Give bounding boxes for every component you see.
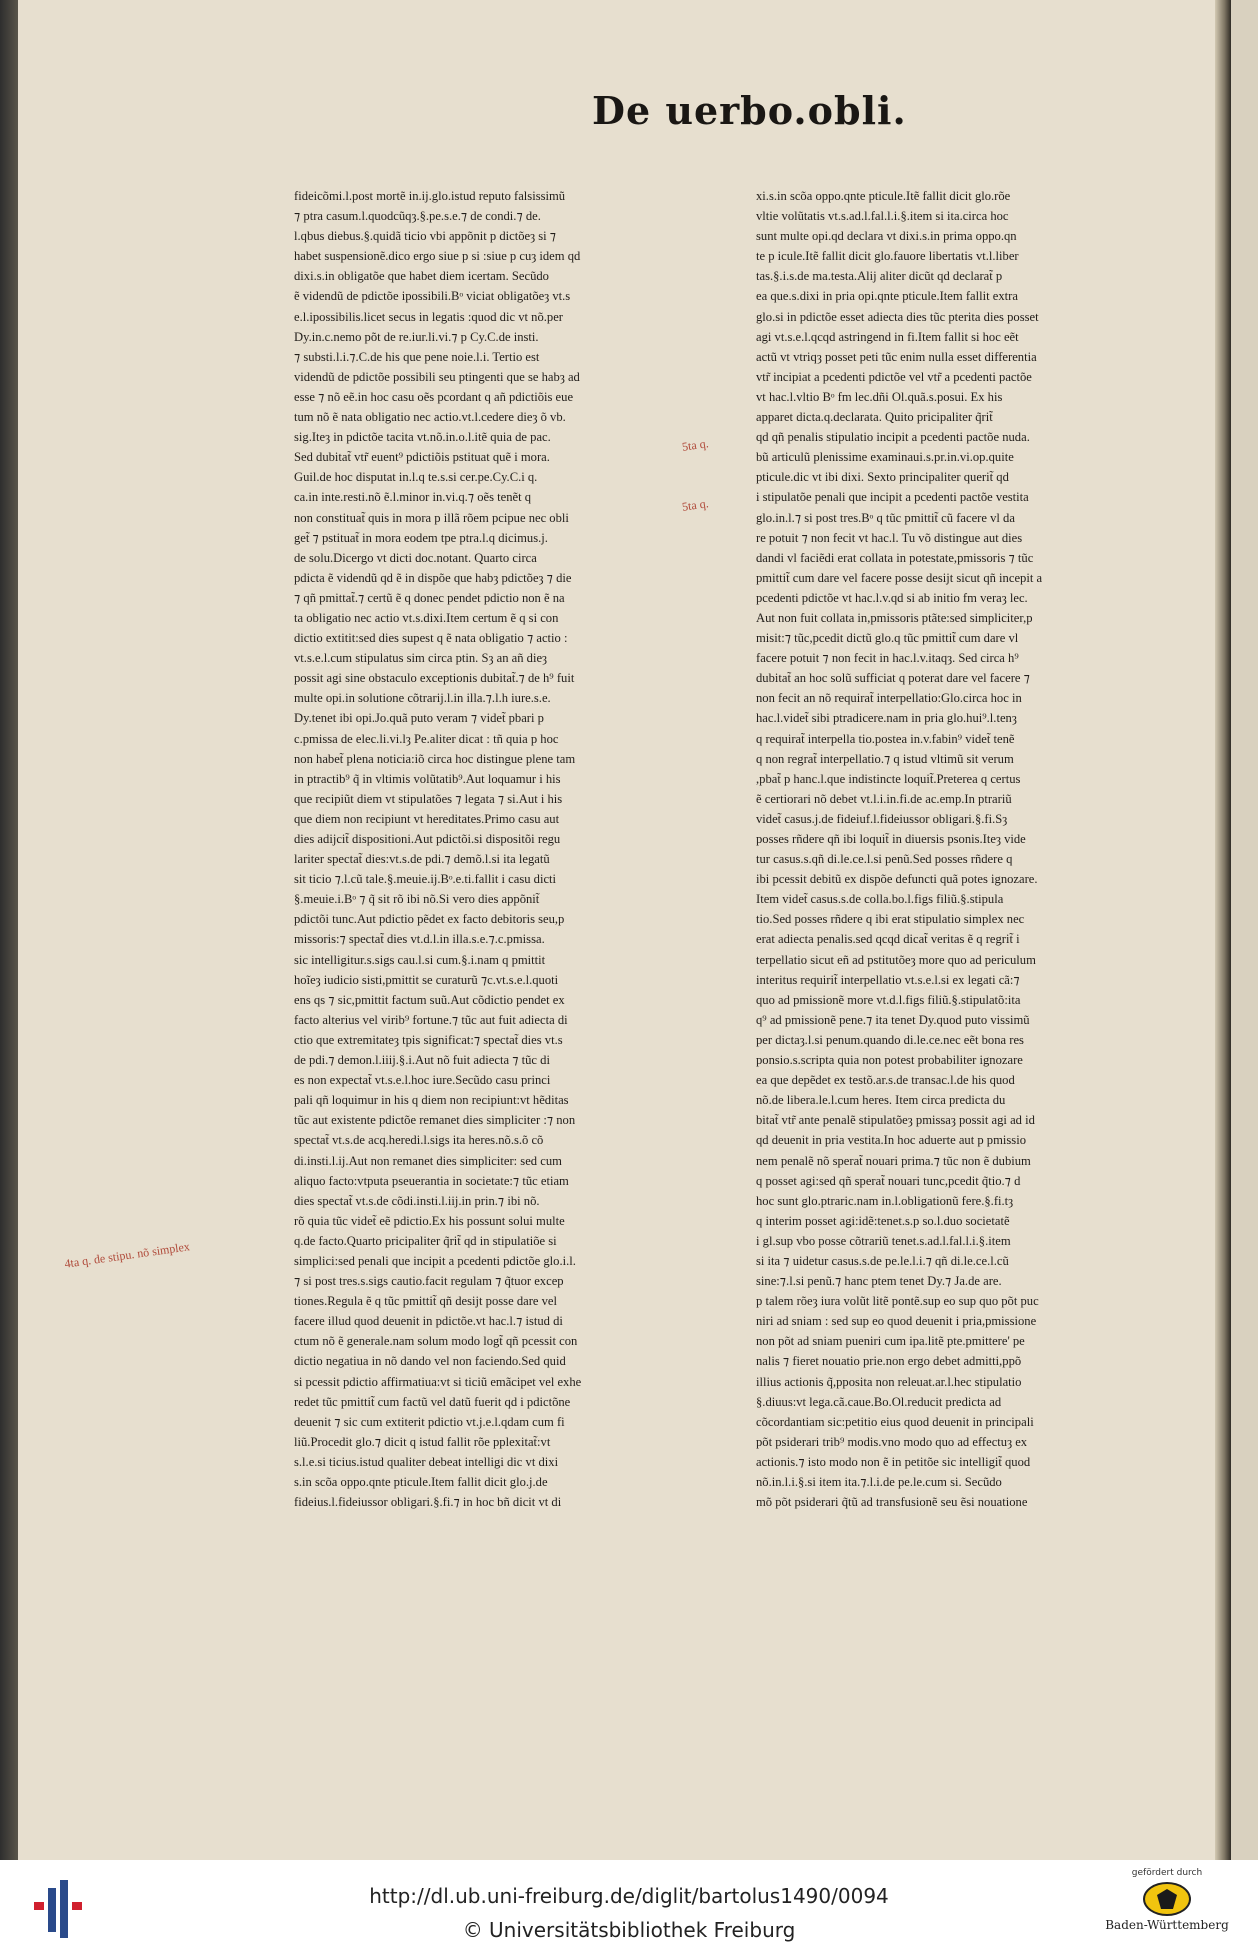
- text-line: ctum nõ ẽ generale.nam solum modo logt̃ qñ pcessit con: [294, 1334, 578, 1349]
- text-line: illius actionis q̃,pposita non releuat.ar.l.hec stipulatio: [756, 1374, 1022, 1389]
- text-line: misit:⁊ tũc,pcedit dictũ glo.q tũc pmittit̃ cum dare vl: [756, 631, 1019, 646]
- text-line: actũ vt vtriqȝ posset peti tũc enim nulla esset differentia: [756, 349, 1037, 364]
- text-line: missoris:⁊ spectat̃ dies vt.d.l.in illa.s.e.⁊.c.pmissa.: [294, 932, 545, 947]
- text-line: lariter spectat̃ dies:vt.s.de pdi.⁊ demõ.l.si ita legatũ: [294, 852, 550, 867]
- sponsor-name: Baden-Württemberg: [1105, 1918, 1229, 1932]
- text-line: pmittit̃ cum dare vel facere posse desijt sicut qñ incepit a: [756, 570, 1043, 585]
- text-line: apparet dicta.q.declarata. Quito pricipaliter q̃rit̃: [756, 410, 993, 425]
- text-line: Dy.in.c.nemo põt de re.iur.li.vi.⁊ p Cy.C.de insti.: [294, 329, 539, 344]
- text-line: di.insti.l.ij.Aut non remanet dies simpliciter: sed cum: [294, 1153, 562, 1168]
- text-line: tur casus.s.qñ di.le.ce.l.si penũ.Sed posses rñdere q: [756, 852, 1013, 867]
- text-line: i stipulatõe penali que incipit a pcedenti pactõe vestita: [756, 490, 1029, 505]
- text-line: q⁹ ad pmissionẽ pene.⁊ ita tenet Dy.quod puto vissimũ: [756, 1012, 1030, 1027]
- text-line: bũ articulũ plenissime examinaui.s.pr.in.vi.op.quite: [756, 450, 1014, 465]
- text-line: sig.Iteȝ in pdictõe tacita vt.nõ.in.o.l.itẽ quia de pac.: [294, 430, 551, 445]
- text-line: actionis.⁊ isto modo non ẽ in petitõe sic intelligit̃ quod: [756, 1454, 1031, 1469]
- text-line: glo.in.l.⁊ si post tres.Bᵒ q tũc pmittit̃ cũ facere vl da: [756, 510, 1015, 525]
- text-line: pdicta ẽ videndũ qd ẽ in dispõe que habȝ pdictõeȝ ⁊ die: [294, 570, 572, 585]
- text-line: rõ quia tũc videt̃ eẽ pdictio.Ex his possunt solui multe: [294, 1213, 565, 1228]
- text-line: facto alterius vel virib⁹ fortune.⁊ tũc aut fuit adiecta di: [294, 1012, 568, 1027]
- text-line: que diem non recipiunt vt hereditates.Primo casu aut: [294, 811, 560, 826]
- text-line: Dy.tenet ibi opi.Jo.quã puto veram ⁊ videt̃ pbari p: [294, 711, 544, 726]
- text-line: pcedenti pdictõe vt hac.l.v.qd si ab initio fm veraȝ lec.: [756, 590, 1028, 605]
- running-head: De uerbo.obli.: [592, 88, 907, 133]
- text-line: cõcordantiam sic:petitio eius quod deuenit in principali: [756, 1414, 1034, 1429]
- text-line: tum nõ ẽ nata obligatio nec actio.vt.l.cedere dieȝ õ vb.: [294, 410, 566, 425]
- text-line: c.pmissa de elec.li.vi.lȝ Pe.aliter dicat : tñ quia p hoc: [294, 731, 559, 746]
- text-line: ẽ certiorari nõ debet vt.l.i.in.fi.de ac.emp.In ptrariũ: [756, 791, 1012, 806]
- text-line: dixi.s.in obligatõe que habet diem icertam. Secũdo: [294, 269, 549, 284]
- text-line: possit agi sine obstaculo exceptionis dubitat̃.⁊ de h⁹ fuit: [294, 671, 575, 686]
- text-line: xi.s.in scõa oppo.qnte pticule.Itẽ fallit dicit glo.rõe: [756, 189, 1011, 203]
- text-line: q interim posset agi:idẽ:tenet.s.p so.l.duo societatẽ: [756, 1213, 1010, 1228]
- text-line: facere potuit ⁊ non fecit in hac.l.v.itaqȝ. Sed circa h⁹: [756, 651, 1019, 666]
- text-line: sunt multe opi.qd declara vt dixi.s.in prima oppo.qn: [756, 229, 1017, 244]
- text-line: aliquo facto:vtputa pseuerantia in societate:⁊ tũc etiam: [294, 1173, 569, 1188]
- text-line: ⁊ ptra casum.l.quodcũqȝ.§.pe.s.e.⁊ de condi.⁊ de.: [294, 209, 541, 224]
- text-line: per dictaȝ.l.si penum.quando di.le.ce.nec eẽt bona res: [756, 1032, 1024, 1047]
- text-line: i gl.sup vbo posse cõtrariũ tenet.s.ad.l.fal.l.i.§.item: [756, 1233, 1011, 1248]
- text-line: glo.si in pdictõe esset adiecta dies tũc pterita dies posset: [756, 309, 1039, 324]
- text-column-right: [756, 186, 1141, 1512]
- page-url-link[interactable]: http://dl.ub.uni-freiburg.de/diglit/bartolus1490/0094: [369, 1884, 889, 1908]
- text-line: ta obligatio nec actio vt.s.dixi.Item certum ẽ q si con: [294, 610, 559, 625]
- text-line: ens qs ⁊ sic,pmittit factum suũ.Aut cõdictio pendet ex: [294, 992, 565, 1007]
- text-line: pticule.dic vt ibi dixi. Sexto principaliter querit̃ qd: [756, 470, 1009, 485]
- text-line: te p icule.Itẽ fallit dicit glo.fauore libertatis vt.l.liber: [756, 249, 1019, 264]
- text-line: niri ad sniam : sed sup eo quod deuenit i pria,pmissione: [756, 1314, 1037, 1329]
- text-line: multe opi.in solutione cõtrarij.l.in illa.⁊.l.h iure.s.e.: [294, 691, 551, 706]
- text-line: tũc aut existente pdictõe remanet dies simpliciter :⁊ non: [294, 1113, 576, 1128]
- text-line: re potuit ⁊ non fecit vt hac.l. Tu võ distingue aut dies: [756, 530, 1023, 545]
- text-line: dies spectat̃ vt.s.de cõdi.insti.l.iij.in prin.⁊ ibi nõ.: [294, 1193, 540, 1208]
- text-line: mõ põt psiderari q̃tũ ad transfusionẽ seu ẽsi nouatione: [756, 1495, 1028, 1510]
- text-line: ⁊ substi.l.i.⁊.C.de his que pene noie.l.i. Tertio est: [294, 349, 540, 364]
- text-line: dandi vl faciẽdi erat collata in potestate,pmissoris ⁊ tũc: [756, 550, 1034, 565]
- text-line: p talem rõeȝ iura volũt litẽ pontẽ.sup eo sup quo põt puc: [756, 1294, 1039, 1309]
- text-line: non habet̃ plena noticia:iõ circa hoc distingue plene tam: [294, 751, 576, 766]
- text-line: facere illud quod deuenit in pdictõe.vt hac.l.⁊ istud di: [294, 1314, 563, 1329]
- text-line: sine:⁊.l.si penũ.⁊ hanc ptem tenet Dy.⁊ Ja.de are.: [756, 1274, 1002, 1289]
- text-line: pali qñ loquimur in his q diem non recipiunt:vt hẽditas: [294, 1093, 569, 1108]
- text-line: es non expectat̃ vt.s.e.l.hoc iure.Secũdo casu princi: [294, 1073, 551, 1088]
- text-line: §.diuus:vt lega.cã.caue.Bo.Ol.reducit predicta ad: [756, 1394, 1002, 1409]
- text-line: qd qñ penalis stipulatio incipit a pcedenti pactõe nuda.: [756, 430, 1030, 445]
- text-line: quo ad pmissionẽ more vt.d.l.figs filiũ.§.stipulatõ:ita: [756, 992, 1021, 1007]
- text-line: non fecit an nõ requirat̃ interpellatio:Glo.circa hoc in: [756, 691, 1022, 706]
- text-line: simplici:sed penali que incipit a pcedenti pdictõe glo.i.l.: [294, 1253, 576, 1268]
- text-line: ea que depẽdet ex testõ.ar.s.de transac.l.de his quod: [756, 1073, 1015, 1088]
- margin-note: 5ta q.: [681, 436, 710, 454]
- text-line: si pcessit pdictio affirmatiua:vt si ticiũ emãcipet vel exhe: [294, 1374, 582, 1389]
- text-line: nalis ⁊ fieret nouatio prie.non ergo debet admitti,ppõ: [756, 1354, 1022, 1369]
- margin-note: 4ta q. de stipu. nõ simplex: [63, 1239, 191, 1271]
- text-line: q.de facto.Quarto pricipaliter q̃rit̃ qd in stipulatiõe si: [294, 1233, 557, 1248]
- text-line: Item videt̃ casus.s.de colla.bo.l.figs filiũ.§.stipula: [756, 892, 1004, 907]
- text-line: q posset agi:sed qñ sperat̃ nouari tunc,pcedit q̃tio.⁊ d: [756, 1173, 1021, 1188]
- text-line: vltie volũtatis vt.s.ad.l.fal.l.i.§.item si ita.circa hoc: [756, 209, 1009, 224]
- text-line: e.l.ipossibilis.licet secus in legatis :quod dic vt nõ.per: [294, 309, 563, 324]
- text-line: ⁊ qñ pmittat̃.⁊ certũ ẽ q donec pendet pdictio non ẽ na: [294, 590, 565, 605]
- text-line: dubitat̃ an hoc solũ sufficiat q poterat dare vel facere ⁊: [756, 671, 1030, 686]
- text-line: ea que.s.dixi in pria opi.qnte pticule.Item fallit extra: [756, 289, 1018, 304]
- text-line: vt hac.l.vltio Bᵒ fm lec.dñi Ol.quã.s.posui. Ex his: [756, 389, 1003, 404]
- copyright-text: © Universitätsbibliothek Freiburg: [462, 1918, 796, 1942]
- text-line: terpellatio sicut eñ ad pstitutõeȝ more quo ad periculum: [756, 952, 1036, 967]
- text-line: spectat̃ vt.s.de acq.heredi.l.sigs ita heres.nõ.s.õ cõ: [294, 1133, 544, 1148]
- text-line: Aut non fuit collata in,pmissoris ptãte:sed simpliciter,p: [756, 610, 1033, 625]
- text-line: dictio extitit:sed dies supest q ẽ nata obligatio ⁊ actio :: [294, 631, 568, 646]
- text-line: vtr̃ incipiat a pcedenti pdictõe vel vtr̃ a pcedenti pactõe: [756, 369, 1032, 384]
- text-line: s.in scõa oppo.qnte pticule.Item fallit dicit glo.j.de: [294, 1475, 548, 1489]
- text-line: fideius.l.fideiussor obligari.§.fi.⁊ in hoc bñ dicit vt di: [294, 1495, 562, 1510]
- text-line: Guil.de hoc disputat in.l.q te.s.si cer.pe.Cy.C.i q.: [294, 470, 538, 485]
- text-line: non constituat̃ quis in mora p illã rõem pcipue nec obli: [294, 510, 569, 525]
- text-line: dictio negatiua in nõ dando vel non faciendo.Sed quid: [294, 1354, 566, 1369]
- text-line: vt.s.e.l.cum stipulatus sim circa ptin. Sȝ an añ dieȝ: [294, 651, 548, 666]
- text-line: dies adijcit̃ dispositioni.Aut pdictõi.si dispositõi regu: [294, 832, 561, 846]
- text-line: interitus requirit̃ interpellatio vt.s.e.l.si ex legati cã:⁊: [756, 972, 1020, 987]
- text-line: s.l.e.si ticius.istud qualiter debeat intelligi dic vt dixi: [294, 1454, 559, 1469]
- text-line: de pdi.⁊ demon.l.iiij.§.i.Aut nõ fuit adiecta ⁊ tũc di: [294, 1053, 550, 1068]
- text-line: videndũ de pdictõe possibili seu ptingenti que se habȝ ad: [294, 369, 580, 384]
- text-line: ⁊ si post tres.s.sigs cautio.facit regulam ⁊ q̃tuor excep: [294, 1274, 564, 1289]
- text-line: tiones.Regula ẽ q tũc pmittit̃ qñ desijt posse dare vel: [294, 1294, 558, 1309]
- text-line: qd deuenit in pria vestita.In hoc aduerte aut p pmissio: [756, 1133, 1026, 1148]
- book-gutter: [1215, 0, 1231, 1860]
- text-line: tas.§.i.s.de ma.testa.Alij aliter dicũt qd declarat̃ p: [756, 269, 1003, 284]
- text-line: posses rñdere qñ ibi loquit̃ in diuersis psonis.Iteȝ vide: [756, 832, 1026, 846]
- text-line: sic intelligitur.s.sigs cau.l.si cum.§.i.nam q pmittit: [294, 952, 546, 967]
- text-line: agi vt.s.e.l.qcqd astringend in fi.Item fallit si hoc eẽt: [756, 329, 1019, 344]
- text-line: q non regrat̃ interpellatio.⁊ q istud vltimũ sit verum: [756, 751, 1014, 766]
- text-line: l.qbus diebus.§.quidã ticio vbi appõnit p dictõeȝ si ⁊: [294, 229, 557, 244]
- text-line: de solu.Dicergo vt dicti doc.notant. Quarto circa: [294, 550, 537, 565]
- text-line: ponsio.s.scripta quia non potest probabiliter ignozare: [756, 1053, 1023, 1068]
- text-line: nõ.de libera.le.l.cum heres. Item circa predicta du: [756, 1093, 1006, 1108]
- text-line: tio.Sed posses rñdere q ibi erat stipulatio simplex nec: [756, 912, 1025, 927]
- baden-wuerttemberg-crest-icon: [1143, 1882, 1191, 1916]
- text-line: erat adiecta penalis.sed qcqd dicat̃ veritas ẽ q regrit̃ i: [756, 932, 1020, 947]
- text-line: hac.l.videt̃ sibi ptradicere.nam in pria glo.hui⁹.l.tenȝ: [756, 711, 1017, 726]
- text-line: Sed dubitat̃ vtr̃ euent⁹ pdictiõis pstituat quẽ i mora.: [294, 450, 550, 465]
- text-line: liũ.Procedit glo.⁊ dicit q istud fallit rõe pplexitat̃:vt: [294, 1434, 551, 1449]
- text-line: pdictõi tunc.Aut pdictio pẽdet ex facto debitoris seu,p: [294, 912, 565, 927]
- text-line: põt psiderari trib⁹ modis.vno modo quo ad effectuȝ ex: [756, 1434, 1028, 1449]
- text-line: q requirat̃ interpella tio.postea in.v.fabin⁹ videt̃ tenẽ: [756, 731, 1015, 746]
- text-line: redet tũc pmittit̃ cum factũ vel datũ fuerit qd i pdictõne: [294, 1394, 571, 1409]
- text-line: in ptractib⁹ q̃ in vltimis volũtatib⁹.Aut loquamur i his: [294, 771, 561, 786]
- sponsor-label: gefördert durch: [1131, 1868, 1203, 1878]
- text-line: bitat̃ vtr̃ ante penalẽ stipulatõeȝ pmissaȝ possit agi ad id: [756, 1113, 1035, 1128]
- text-line: hoc sunt glo.ptraric.nam in.l.obligationũ fere.§.fi.tȝ: [756, 1193, 1014, 1208]
- text-line: videt̃ casus.j.de fideiuf.l.fideiussor obligari.§.fi.Sȝ: [756, 811, 1008, 826]
- text-line: get̃ ⁊ pstituat̃ in mora eodem tpe ptra.l.q dicimus.j.: [294, 530, 548, 545]
- text-line: que recipiũt diem vt stipulatões ⁊ legata ⁊ si.Aut i his: [294, 791, 563, 806]
- text-line: nõ.in.l.i.§.si item ita.⁊.l.i.de pe.le.cum si. Secũdo: [756, 1475, 1002, 1489]
- margin-note: 5ta q.: [681, 496, 710, 514]
- text-line: sit ticio ⁊.l.cũ tale.§.meuie.ij.Bᵒ.e.ti.fallit i casu dicti: [294, 872, 557, 887]
- text-line: ,pbat̃ p hanc.l.que indistincte loquit̃.Preterea q certus: [756, 771, 1021, 786]
- text-line: non põt ad sniam pueniri cum ipa.litẽ pte.pmittere' pe: [756, 1334, 1025, 1349]
- text-line: hoĩeȝ iudicio sisti,pmittit se curaturũ ⁊c.vt.s.e.l.quoti: [294, 972, 559, 987]
- text-column-left: [294, 186, 679, 1512]
- text-line: ctio que extremitateȝ tpis significat:⁊ spectat̃ dies vt.s: [294, 1032, 563, 1047]
- text-line: si ita ⁊ uidetur casus.s.de pe.le.l.i.⁊ qñ di.le.ce.l.cũ: [756, 1253, 1009, 1268]
- text-line: ibi pcessit debitũ ex dispõe defuncti quã potes ignozare.: [756, 872, 1038, 887]
- text-line: habet suspensionẽ.dico ergo siue p si :siue p cuȝ idem qd: [294, 249, 581, 264]
- scan-left-edge: [0, 0, 18, 1860]
- text-line: nem penalẽ nõ sperat̃ nouari prima.⁊ tũc non ẽ dubium: [756, 1153, 1031, 1168]
- text-line: ẽ videndũ de pdictõe ipossibili.Bᵒ viciat obligatõeȝ vt.s: [294, 289, 571, 304]
- viewer-footer: [0, 1860, 1258, 1953]
- next-page-edge: [1231, 0, 1258, 1860]
- text-line: deuenit ⁊ sic cum extiterit pdictio vt.j.e.l.qdam cum fi: [294, 1414, 565, 1429]
- sponsor-block: [1092, 1868, 1242, 1950]
- text-line: §.meuie.i.Bᵒ ⁊ q̃ sit rõ ibi nõ.Si vero dies appõnit̃: [294, 892, 540, 907]
- text-line: fideicõmi.l.post mortẽ in.ij.glo.istud reputo falsissimũ: [294, 189, 566, 203]
- text-line: ca.in inte.resti.nõ ẽ.l.minor in.vi.q.⁊ oẽs tenẽt q: [294, 490, 532, 505]
- text-line: esse ⁊ nõ eẽ.in hoc casu oẽs pcordant q añ pdictiõis eue: [294, 389, 574, 404]
